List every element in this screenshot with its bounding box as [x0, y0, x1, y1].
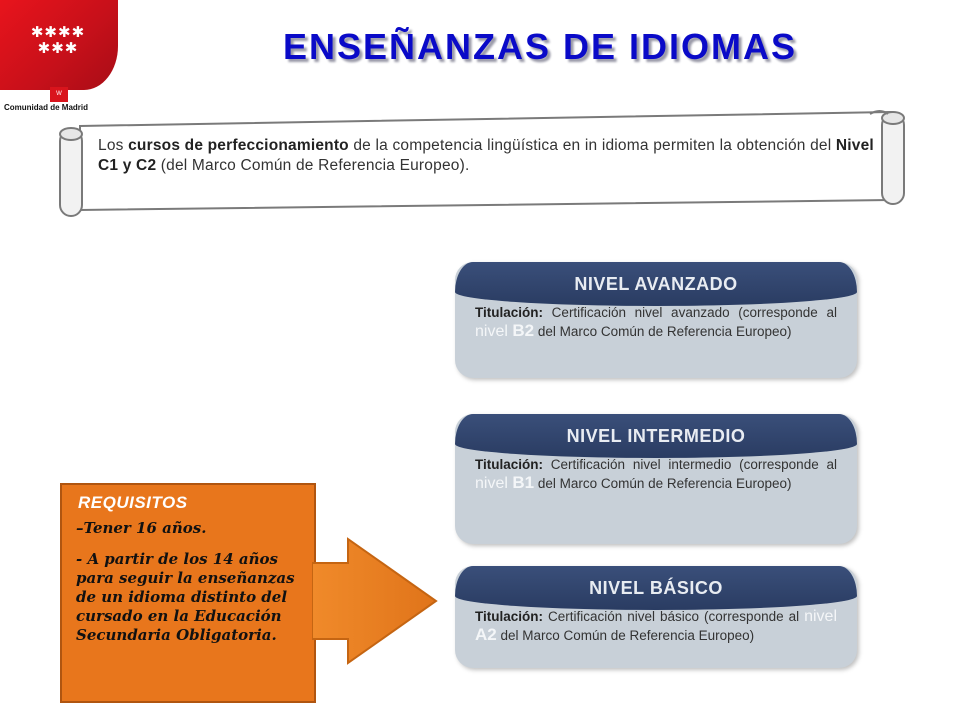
card-nivel-avanzado — [455, 262, 857, 378]
card-body: Titulación: Certificación nivel intermedio (corresponde al nivel B1 del Marco Común de Referencia Europeo) — [475, 457, 837, 492]
requisitos-list — [76, 519, 312, 645]
intro-bold-courses: cursos de perfeccionamiento — [128, 137, 349, 154]
logo-caption: Comunidad de Madrid — [4, 103, 88, 112]
card-nivel-intermedio — [455, 414, 857, 544]
requisito-item: –Tener 16 años. — [76, 519, 207, 537]
card-nivel-basico — [455, 566, 857, 668]
requisitos-box — [60, 483, 316, 703]
card-title: NIVEL AVANZADO — [574, 274, 738, 294]
card-header — [455, 262, 857, 306]
card-header — [455, 414, 857, 458]
card-body: Titulación: Certificación nivel básico (corresponde al nivel A2 del Marco Común de Referencia Europeo) — [475, 608, 837, 644]
card-title: NIVEL INTERMEDIO — [566, 426, 746, 446]
logo-mark-icon: W — [50, 87, 68, 102]
stars-icon: ✱✱✱✱ ✱✱✱ — [30, 23, 86, 57]
requisitos-title: REQUISITOS — [78, 493, 188, 512]
page-title: ENSEÑANZAS DE IDIOMAS — [282, 26, 798, 67]
requisito-item: - A partir de los 14 años para seguir la enseñanzas de un idioma distinto del cursado en la Educación Secundaria Obligatoria. — [76, 550, 295, 644]
comunidad-madrid-logo — [0, 0, 122, 118]
arrow-right-icon — [312, 537, 442, 665]
card-body: Titulación: Certificación nivel avanzado (corresponde al nivel B2 del Marco Común de Referencia Europeo) — [475, 305, 837, 340]
madrid-flag — [0, 0, 118, 90]
card-title: NIVEL BÁSICO — [589, 578, 723, 598]
intro-scroll — [52, 104, 912, 224]
intro-bold-levels: Nivel C1 y C2 — [98, 137, 874, 174]
card-header — [455, 566, 857, 610]
intro-text: Los cursos de perfeccionamiento de la competencia lingüística en in idioma permiten la obtención del Nivel C1 y C2 (del Marco Común de Referencia Europeo). — [98, 137, 874, 174]
